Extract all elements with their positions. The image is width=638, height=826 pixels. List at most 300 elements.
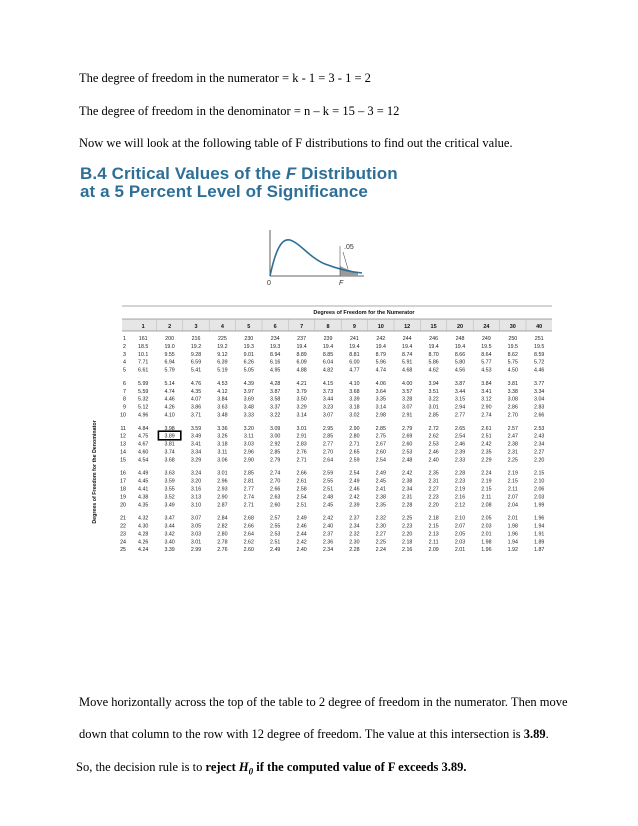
table-cell: 2.75 — [375, 433, 386, 440]
table-cell: 3.16 — [190, 486, 202, 493]
table-cell: 4.60 — [138, 449, 149, 456]
table-cell: 2.37 — [322, 531, 334, 538]
table-cell: 2.23 — [402, 523, 413, 530]
table-cell: 2.19 — [507, 470, 518, 477]
table-cell: 2.34 — [349, 523, 360, 530]
table-cell: 2.42 — [296, 539, 307, 546]
table-cell: 4.10 — [164, 412, 175, 419]
table-cell: 2.03 — [481, 523, 492, 530]
table-cell: 3.68 — [164, 457, 175, 464]
table-cell: 3.89 — [164, 433, 175, 440]
table-cell: 2.46 — [454, 441, 466, 448]
table-cell: 2.36 — [322, 539, 334, 546]
table-cell: 3.00 — [270, 433, 281, 440]
table-cell: 2.45 — [322, 502, 334, 509]
table-cell: 4.38 — [138, 494, 149, 501]
table-cell: 3.12 — [481, 396, 492, 403]
table-cell: 4.49 — [138, 470, 149, 477]
table-cell: 2.35 — [428, 470, 439, 477]
table-cell: 3.26 — [217, 433, 228, 440]
table-cell: 2.64 — [243, 531, 254, 538]
table-cell: 2.78 — [217, 539, 228, 546]
table-cell: 3.37 — [270, 404, 281, 411]
table-cell: 3.22 — [270, 412, 281, 419]
table-cell: 2.39 — [349, 502, 360, 509]
table-cell: 6.26 — [243, 359, 254, 366]
table-cell: 2.63 — [270, 494, 281, 501]
row-df-label: 1 — [123, 336, 126, 342]
table-cell: 3.71 — [190, 412, 202, 419]
row-df-label: 10 — [120, 412, 126, 419]
table-cell: 244 — [402, 336, 412, 342]
table-cell: 9.12 — [217, 351, 228, 358]
table-cell: 2.25 — [402, 515, 413, 522]
table-cell: 249 — [481, 336, 491, 342]
table-cell: 3.63 — [164, 470, 175, 477]
table-cell: 2.99 — [190, 547, 202, 554]
table-cell: 2.77 — [243, 486, 254, 493]
table-cell: 2.15 — [428, 523, 439, 530]
table-cell: 2.20 — [402, 531, 413, 538]
table-cell: 3.35 — [375, 396, 386, 403]
table-cell: 2.59 — [322, 470, 334, 477]
table-cell: 19.4 — [454, 343, 466, 350]
numerator-header: Degrees of Freedom for the Numerator — [313, 310, 415, 316]
table-cell: 234 — [270, 336, 280, 342]
table-cell: 3.49 — [164, 502, 175, 509]
table-cell: 3.14 — [296, 412, 307, 419]
table-cell: 6.94 — [164, 359, 175, 366]
table-cell: 2.62 — [428, 433, 439, 440]
table-cell: 2.10 — [454, 515, 466, 522]
table-cell: 2.54 — [454, 433, 466, 440]
table-cell: 8.64 — [481, 351, 492, 358]
table-cell: 3.50 — [296, 396, 307, 403]
table-cell: 2.60 — [270, 502, 281, 509]
table-cell: 8.81 — [349, 351, 360, 358]
table-cell: 161 — [138, 336, 148, 342]
df-denominator-line: The degree of freedom in the denominator = n – k = 15 – 3 = 12 — [79, 104, 400, 118]
table-cell: 216 — [191, 336, 201, 342]
table-cell: 2.46 — [296, 523, 307, 530]
table-cell: 3.48 — [243, 404, 254, 411]
table-cell: 2.55 — [322, 478, 334, 485]
table-cell: 5.14 — [164, 380, 175, 387]
table-cell: 2.92 — [270, 441, 281, 448]
table-cell: 2.13 — [428, 531, 439, 538]
column-header: 24 — [483, 324, 490, 330]
table-cell: 4.28 — [270, 380, 281, 387]
table-cell: 2.31 — [428, 478, 439, 485]
table-cell: 2.65 — [454, 425, 466, 432]
table-cell: 2.27 — [375, 531, 386, 538]
table-cell: 4.74 — [375, 367, 386, 374]
table-cell: 3.22 — [428, 396, 439, 403]
table-cell: 1.96 — [534, 515, 545, 522]
table-cell: 2.44 — [296, 531, 307, 538]
table-cell: 2.49 — [270, 547, 281, 554]
table-cell: 3.15 — [454, 396, 466, 403]
table-cell: 3.59 — [190, 425, 202, 432]
table-cell: 2.60 — [402, 441, 413, 448]
table-cell: 3.98 — [164, 425, 175, 432]
table-cell: 2.69 — [402, 433, 413, 440]
table-cell: 5.75 — [507, 359, 518, 366]
row-df-label: 14 — [120, 449, 126, 456]
table-cell: 2.66 — [270, 486, 281, 493]
table-cell: 4.07 — [190, 396, 202, 403]
table-cell: 2.05 — [454, 531, 466, 538]
table-cell: 2.11 — [428, 539, 439, 546]
table-cell: 1.96 — [481, 547, 492, 554]
alpha-pointer — [343, 252, 348, 269]
table-cell: 2.55 — [270, 523, 281, 530]
table-cell: 2.61 — [481, 425, 492, 432]
table-cell: 2.84 — [217, 515, 228, 522]
zero-label: 0 — [267, 280, 271, 287]
table-cell: 2.15 — [507, 478, 518, 485]
row-df-label: 13 — [120, 441, 126, 448]
table-cell: 3.39 — [349, 396, 360, 403]
table-cell: 2.20 — [534, 457, 545, 464]
table-cell: 3.81 — [507, 380, 518, 387]
table-cell: 3.52 — [164, 494, 175, 501]
table-cell: 2.32 — [375, 515, 386, 522]
table-cell: 2.25 — [507, 457, 518, 464]
table-cell: 3.14 — [375, 404, 386, 411]
table-cell: 2.76 — [217, 547, 228, 554]
f-critical-values-table — [82, 300, 552, 600]
table-cell: 2.90 — [217, 494, 228, 501]
table-cell: 2.68 — [243, 515, 254, 522]
table-cell: 2.71 — [243, 502, 254, 509]
table-cell: 3.02 — [349, 412, 360, 419]
table-cell: 19.3 — [270, 343, 281, 350]
table-cell: 2.09 — [428, 547, 439, 554]
table-cell: 2.90 — [481, 404, 492, 411]
table-cell: 3.63 — [217, 404, 228, 411]
table-cell: 10.1 — [138, 351, 149, 358]
table-cell: 2.15 — [534, 470, 545, 477]
row-df-label: 22 — [120, 523, 126, 530]
row-df-label: 4 — [123, 359, 126, 366]
table-cell: 2.43 — [534, 433, 545, 440]
table-cell: 2.28 — [454, 470, 466, 477]
table-cell: 2.77 — [454, 412, 466, 419]
table-cell: 3.42 — [164, 531, 175, 538]
table-cell: 2.83 — [534, 404, 545, 411]
table-cell: 3.59 — [164, 478, 175, 485]
table-cell: 2.51 — [296, 502, 307, 509]
column-header: 2 — [168, 324, 172, 330]
table-cell: 6.09 — [296, 359, 307, 366]
table-cell: 6.59 — [190, 359, 202, 366]
column-header: 15 — [430, 324, 437, 330]
table-cell: 3.87 — [454, 380, 466, 387]
table-cell: 3.97 — [243, 388, 254, 395]
table-cell: 2.94 — [454, 404, 466, 411]
table-cell: 3.33 — [243, 412, 254, 419]
table-cell: 2.59 — [349, 457, 360, 464]
table-cell: 9.28 — [190, 351, 202, 358]
table-cell: 3.04 — [534, 396, 545, 403]
table-cell: 5.19 — [217, 367, 228, 374]
table-cell: 2.66 — [243, 523, 254, 530]
row-df-label: 24 — [120, 539, 126, 546]
table-cell: 2.23 — [454, 478, 466, 485]
table-cell: 3.58 — [270, 396, 281, 403]
table-cell: 2.46 — [428, 449, 439, 456]
table-cell: 4.26 — [164, 404, 175, 411]
table-cell: 2.64 — [322, 457, 334, 464]
table-cell: 3.38 — [507, 388, 518, 395]
table-cell: 2.18 — [428, 515, 439, 522]
table-cell: 8.66 — [454, 351, 466, 358]
table-cell: 9.55 — [164, 351, 175, 358]
table-body — [120, 336, 544, 553]
table-cell: 2.28 — [349, 547, 360, 554]
table-cell: 2.51 — [322, 486, 334, 493]
table-cell: 1.87 — [534, 547, 545, 554]
table-cell: 5.72 — [534, 359, 545, 366]
table-cell: 6.00 — [349, 359, 360, 366]
table-cell: 2.28 — [402, 502, 413, 509]
table-cell: 3.24 — [190, 470, 202, 477]
table-cell: 2.74 — [481, 412, 492, 419]
row-df-label: 21 — [120, 515, 126, 522]
table-cell: 4.28 — [138, 531, 149, 538]
column-header: 8 — [326, 324, 330, 330]
table-cell: 2.79 — [402, 425, 413, 432]
table-cell: 3.34 — [534, 388, 545, 395]
decision-rule-line: So, the decision rule is to reject $H_0$ if the computed value of F exceeds 3.89. — [76, 760, 467, 777]
table-cell: 4.06 — [375, 380, 386, 387]
column-header: 20 — [456, 324, 464, 330]
column-header: 6 — [273, 324, 277, 330]
table-cell: 19.5 — [481, 343, 492, 350]
table-cell: 4.32 — [138, 515, 149, 522]
table-cell: 2.90 — [349, 425, 360, 432]
table-cell: 5.96 — [375, 359, 386, 366]
table-cell: 19.4 — [349, 343, 360, 350]
table-cell: 3.94 — [428, 380, 439, 387]
table-cell: 3.01 — [296, 425, 307, 432]
table-cell: 2.05 — [481, 515, 492, 522]
table-cell: 2.74 — [270, 470, 281, 477]
table-cell: 2.71 — [349, 441, 360, 448]
denominator-label: Degrees of Freedom for the Denominator — [92, 420, 98, 524]
table-cell: 4.88 — [296, 367, 307, 374]
table-cell: 5.59 — [138, 388, 149, 395]
table-cell: 4.35 — [190, 388, 202, 395]
table-cell: 2.66 — [534, 412, 545, 419]
table-cell: 2.37 — [349, 515, 360, 522]
table-cell: 2.11 — [481, 494, 492, 501]
row-df-label: 25 — [120, 547, 126, 554]
column-header: 40 — [536, 324, 543, 330]
table-cell: 2.74 — [243, 494, 254, 501]
table-cell: 4.82 — [322, 367, 334, 374]
table-cell: 2.31 — [402, 494, 413, 501]
table-cell: 2.35 — [481, 449, 492, 456]
table-cell: 2.38 — [507, 441, 518, 448]
table-cell: 2.87 — [217, 502, 228, 509]
table-cell: 2.31 — [507, 449, 518, 456]
table-cell: 3.44 — [454, 388, 466, 395]
table-cell: 2.47 — [507, 433, 518, 440]
table-cell: 3.05 — [190, 523, 202, 530]
table-cell: 3.28 — [402, 396, 413, 403]
table-cell: 2.90 — [243, 457, 254, 464]
table-cell: 3.13 — [190, 494, 202, 501]
table-cell: 3.08 — [507, 396, 518, 403]
row-df-label: 15 — [120, 457, 126, 464]
column-header: 9 — [352, 324, 356, 330]
table-cell: 4.54 — [138, 457, 149, 464]
table-cell: 230 — [244, 336, 254, 342]
row-df-label: 2 — [123, 343, 126, 350]
table-cell: 2.53 — [534, 425, 545, 432]
table-cell: 2.96 — [243, 449, 254, 456]
table-cell: 2.71 — [296, 457, 307, 464]
table-cell: 6.39 — [217, 359, 228, 366]
table-cell: 2.42 — [402, 470, 413, 477]
table-cell: 4.26 — [138, 539, 149, 546]
table-cell: 8.74 — [402, 351, 413, 358]
table-cell: 5.91 — [402, 359, 413, 366]
table-cell: 2.54 — [296, 494, 307, 501]
table-cell: 2.62 — [243, 539, 254, 546]
table-cell: 4.46 — [164, 396, 175, 403]
f-label: F — [339, 280, 344, 287]
table-cell: 3.48 — [217, 412, 228, 419]
table-cell: 3.81 — [164, 441, 175, 448]
table-cell: 3.29 — [296, 404, 307, 411]
table-cell: 2.70 — [507, 412, 518, 419]
table-cell: 9.01 — [243, 351, 254, 358]
table-cell: 2.34 — [402, 486, 413, 493]
table-cell: 2.19 — [454, 486, 466, 493]
row-df-label: 5 — [123, 367, 126, 374]
table-cell: 3.20 — [243, 425, 254, 432]
table-cell: 2.29 — [481, 457, 492, 464]
table-cell: 2.85 — [428, 412, 439, 419]
table-cell: 2.49 — [296, 515, 307, 522]
row-df-label: 20 — [120, 502, 126, 509]
table-cell: 5.80 — [454, 359, 466, 366]
table-cell: 4.00 — [402, 380, 413, 387]
table-cell: 2.60 — [375, 449, 386, 456]
table-cell: 2.60 — [243, 547, 254, 554]
table-cell: 2.01 — [454, 547, 466, 554]
table-cell: 19.4 — [375, 343, 386, 350]
table-cell: 5.32 — [138, 396, 149, 403]
table-cell: 4.45 — [138, 478, 149, 485]
table-cell: 5.41 — [190, 367, 202, 374]
table-cell: 2.82 — [217, 523, 228, 530]
table-cell: 5.05 — [243, 367, 254, 374]
column-header: 4 — [220, 324, 224, 330]
table-cell: 3.18 — [217, 441, 228, 448]
row-df-label: 7 — [123, 388, 126, 395]
table-cell: 2.76 — [296, 449, 307, 456]
table-cell: 2.57 — [270, 515, 281, 522]
figure-title-line2: at a 5 Percent Level of Significance — [80, 182, 368, 201]
table-cell: 3.79 — [296, 388, 307, 395]
table-cell: 2.11 — [507, 486, 518, 493]
table-cell: 2.83 — [296, 441, 307, 448]
table-cell: 2.91 — [402, 412, 413, 419]
table-cell: 242 — [376, 336, 386, 342]
table-cell: 2.33 — [454, 457, 466, 464]
table-cell: 2.03 — [454, 539, 466, 546]
table-cell: 3.40 — [164, 539, 175, 546]
table-cell: 2.85 — [322, 433, 334, 440]
table-cell: 19.5 — [534, 343, 545, 350]
row-df-label: 23 — [120, 531, 126, 538]
table-cell: 19.4 — [322, 343, 334, 350]
table-cell: 1.94 — [534, 523, 545, 530]
table-cell: 1.91 — [534, 531, 545, 538]
table-cell: 3.86 — [190, 404, 202, 411]
table-cell: 3.18 — [349, 404, 360, 411]
table-cell: 5.77 — [481, 359, 492, 366]
table-cell: 1.98 — [481, 539, 492, 546]
table-cell: 19.4 — [428, 343, 439, 350]
table-cell: 2.53 — [402, 449, 413, 456]
f-distribution-curve — [250, 228, 370, 290]
table-cell: 8.70 — [428, 351, 439, 358]
table-cell: 2.80 — [349, 433, 360, 440]
table-cell: 3.57 — [402, 388, 413, 395]
table-cell: 4.95 — [270, 367, 281, 374]
table-cell: 2.79 — [270, 457, 281, 464]
table-cell: 3.07 — [190, 515, 202, 522]
row-df-label: 16 — [120, 470, 126, 477]
table-cell: 2.48 — [402, 457, 413, 464]
row-df-label: 17 — [120, 478, 126, 485]
table-cell: 3.44 — [322, 396, 334, 403]
table-cell: 4.10 — [349, 380, 360, 387]
table-cell: 2.25 — [375, 539, 386, 546]
table-cell: 4.68 — [402, 367, 413, 374]
table-cell: 2.58 — [296, 486, 307, 493]
table-cell: 3.77 — [534, 380, 545, 387]
table-cell: 1.89 — [534, 539, 545, 546]
table-cell: 2.46 — [349, 486, 360, 493]
table-cell: 246 — [429, 336, 439, 342]
table-cell: 2.27 — [534, 449, 545, 456]
column-header: 1 — [141, 324, 145, 330]
table-cell: 2.42 — [349, 494, 360, 501]
table-cell: 225 — [217, 336, 227, 342]
table-cell: 3.09 — [270, 425, 281, 432]
table-cell: 200 — [165, 336, 175, 342]
table-cell: 2.24 — [481, 470, 492, 477]
table-cell: 2.01 — [481, 531, 492, 538]
table-cell: 2.16 — [402, 547, 413, 554]
table-cell: 2.34 — [534, 441, 545, 448]
table-cell: 4.67 — [138, 441, 149, 448]
table-cell: 6.61 — [138, 367, 149, 374]
table-cell: 2.81 — [243, 478, 254, 485]
table-cell: 3.20 — [190, 478, 202, 485]
table-cell: 4.12 — [217, 388, 228, 395]
column-header: 7 — [300, 324, 304, 330]
table-cell: 2.49 — [375, 470, 386, 477]
table-cell: 4.39 — [243, 380, 254, 387]
table-cell: 7.71 — [138, 359, 149, 366]
